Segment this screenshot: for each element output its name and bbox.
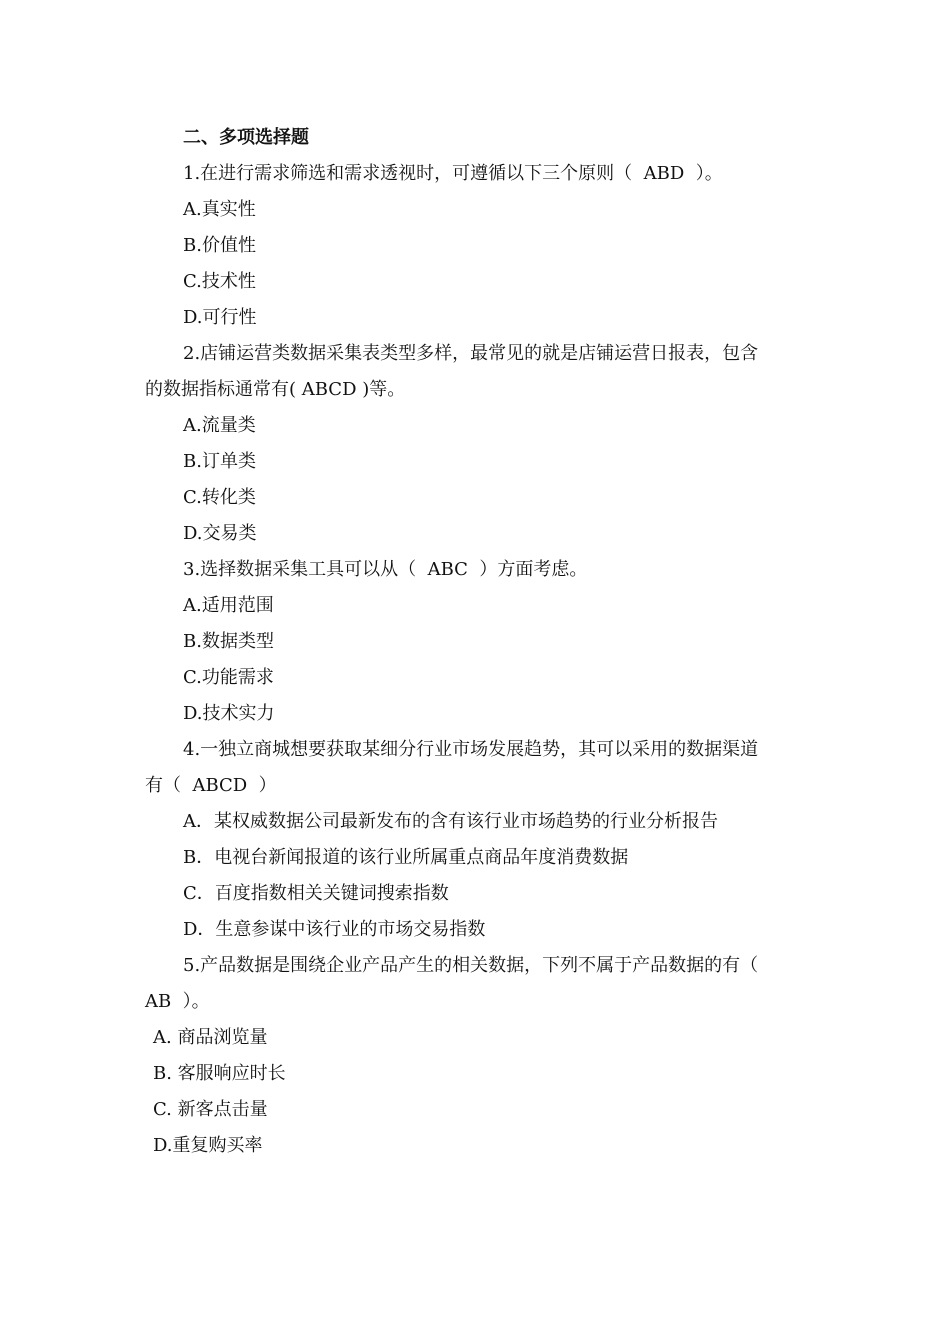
question-1-option-a: A.真实性 [183,199,256,220]
question-3-stem-line-1: 3.选择数据采集工具可以从（ ABC ）方面考虑。 [183,559,588,580]
question-5-option-b: B. 客服响应时长 [153,1063,286,1084]
question-2-stem-line-2: 的数据指标通常有( ABCD )等。 [145,379,406,400]
question-4-stem-line-1: 4.一独立商城想要获取某细分行业市场发展趋势，其可以采用的数据渠道 [183,739,759,760]
question-3-option-a: A.适用范围 [183,595,274,616]
question-2-option-d: D.交易类 [183,523,257,544]
question-2-option-c: C.转化类 [183,487,256,508]
question-1-option-b: B.价值性 [183,235,256,256]
question-1-option-c: C.技术性 [183,271,256,292]
section-title: 二、多项选择题 [183,127,309,148]
question-4-option-a: A．某权威数据公司最新发布的含有该行业市场趋势的行业分析报告 [183,811,718,832]
question-5-stem-line-2: AB ）。 [145,991,210,1012]
question-1-stem-line-1: 1.在进行需求筛选和需求透视时，可遵循以下三个原则（ ABD ）。 [183,163,723,184]
question-4-option-c: C．百度指数相关关键词搜索指数 [183,883,449,904]
question-5-stem-line-1: 5.产品数据是围绕企业产品产生的相关数据，下列不属于产品数据的有（ [183,955,759,976]
question-5-option-d: D.重复购买率 [153,1135,263,1156]
question-3-option-b: B.数据类型 [183,631,274,652]
question-4-option-d: D．生意参谋中该行业的市场交易指数 [183,919,486,940]
question-2-stem-line-1: 2.店铺运营类数据采集表类型多样，最常见的就是店铺运营日报表，包含 [183,343,759,364]
question-5-option-c: C. 新客点击量 [153,1099,268,1120]
question-1-option-d: D.可行性 [183,307,257,328]
question-3-option-d: D.技术实力 [183,703,275,724]
question-4-option-b: B．电视台新闻报道的该行业所属重点商品年度消费数据 [183,847,629,868]
question-4-stem-line-2: 有（ ABCD ） [145,775,277,796]
question-2-option-b: B.订单类 [183,451,256,472]
question-5-option-a: A. 商品浏览量 [153,1027,268,1048]
question-2-option-a: A.流量类 [183,415,256,436]
question-3-option-c: C.功能需求 [183,667,274,688]
